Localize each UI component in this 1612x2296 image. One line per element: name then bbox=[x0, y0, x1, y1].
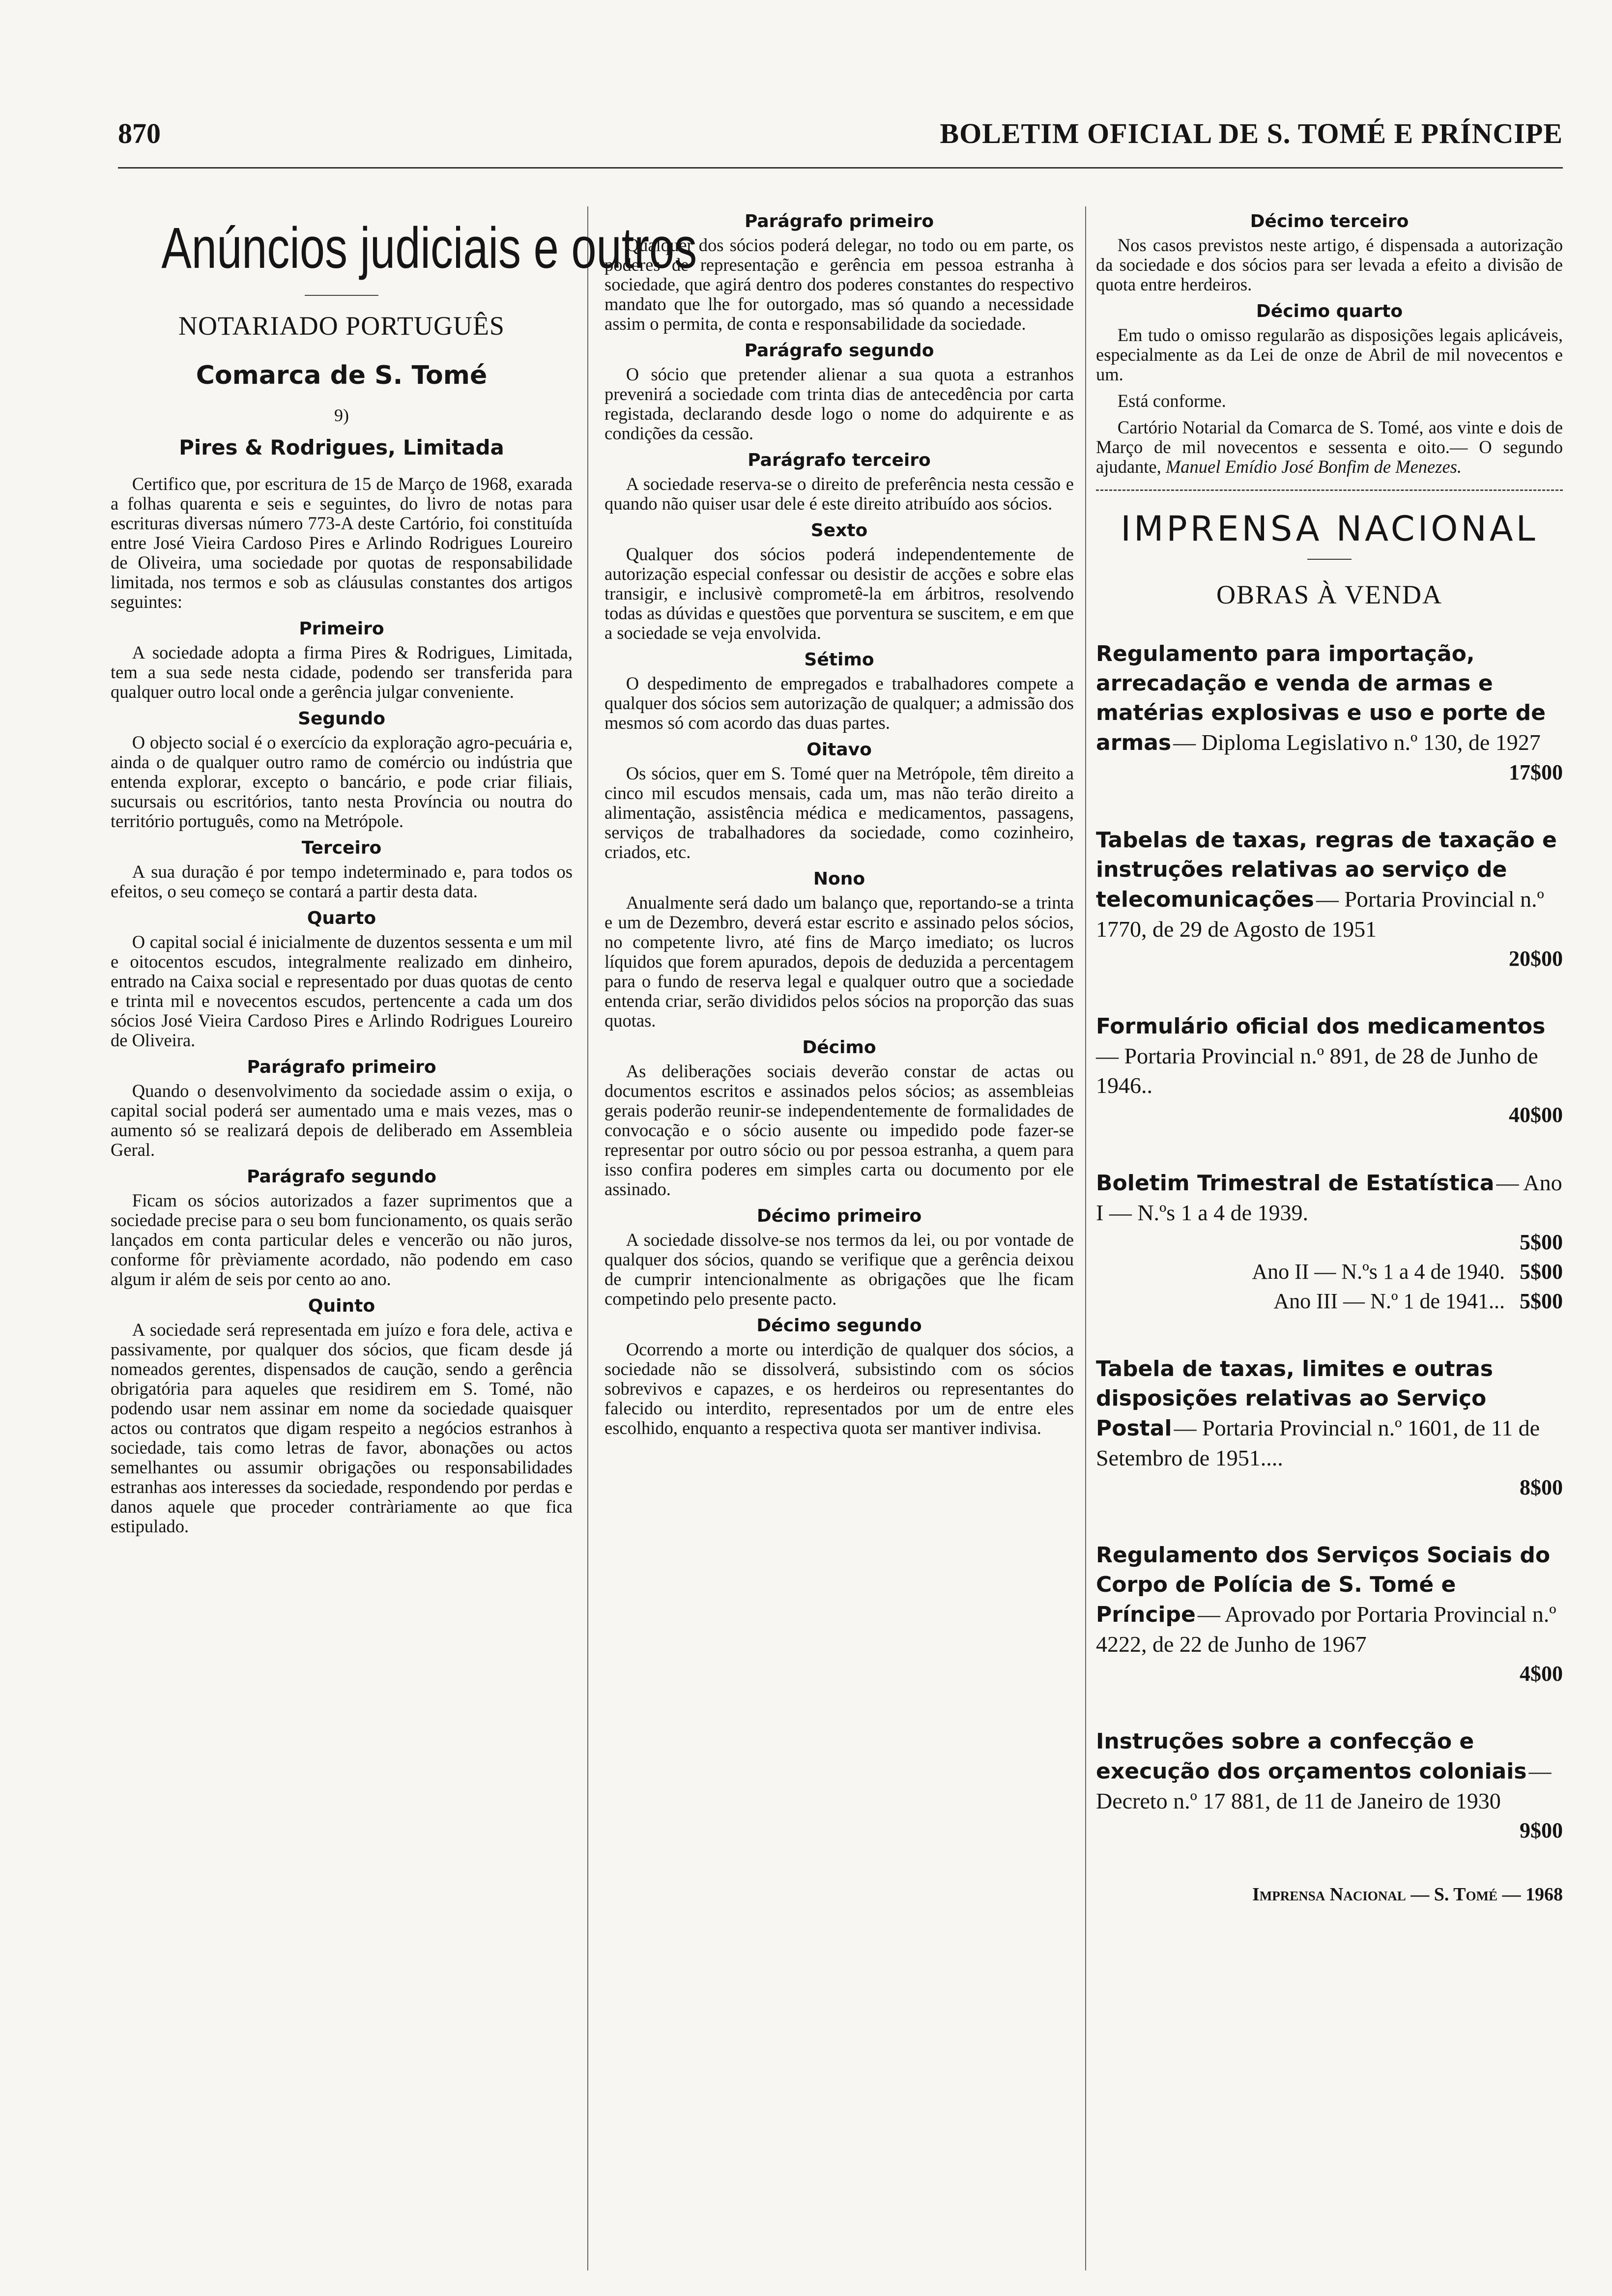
article-heading: Parágrafo segundo bbox=[247, 1167, 436, 1187]
comarca-heading: Comarca de S. Tomé bbox=[196, 361, 488, 390]
article-text: Nos casos previstos neste artigo, é dispensada a autorização da sociedade e dos sócios para ser levada a efeito a divisão de quota entre herdeiros. bbox=[1096, 235, 1563, 294]
article-heading: Parágrafo terceiro bbox=[748, 450, 931, 470]
certification-text: Cartório Notarial da Comarca de S. Tomé, aos vinte e dois de Março de mil novecentos e sessenta e oito.— O segundo ajudante, bbox=[1096, 417, 1563, 477]
price-line bbox=[1096, 1816, 1563, 1845]
publication-title: Instruções sobre a confecção e execução dos orçamentos coloniais bbox=[1096, 1729, 1527, 1784]
price-line bbox=[1096, 1100, 1563, 1130]
publication-title: Regulamento para importação, arrecadação e venda de armas e matérias explosivas e uso e porte de armas bbox=[1096, 641, 1546, 755]
issue-label: Ano II — N.ºs 1 a 4 de 1940. bbox=[1252, 1260, 1505, 1284]
certification bbox=[1096, 418, 1563, 477]
heading-rule bbox=[1307, 559, 1352, 560]
article-heading: Primeiro bbox=[299, 619, 384, 639]
publication-item bbox=[1096, 639, 1563, 787]
article-text: A sociedade será representada em juízo e fora dele, activa e passivamente, por qualquer dos sócios, que ficam desde já nomeados gerentes, dispensados de caução, sendo a gerência obrigatória para aqueles que residirem em S. Tomé, não podendo usar nem assinar em nome da sociedade quaisquer actos ou contratos que digam respeito a negócios estranhos à sociedade, tais como letras de favor, abonações ou actos semelhantes ou assumir obrigações ou responsabilidades estranhas aos interesses da sociedade, respondendo por perdas e danos aquele que proceder contràriamente ao que fica estipulado. bbox=[111, 1320, 573, 1536]
article-text: Ficam os sócios autorizados a fazer suprimentos que a sociedade precise para o seu bom funcionamento, os quais serão lançados em conta particular deles e vencerão ou não juros, conforme fôr prèviamente acordado, não podendo em caso algum ir além de seis por cento ao ano. bbox=[111, 1190, 573, 1289]
publication-item bbox=[1096, 1727, 1563, 1845]
section-rule bbox=[1096, 489, 1563, 491]
price-line bbox=[1096, 1257, 1563, 1287]
publication-reference: — Portaria Provincial n.º 1770, de 29 de Agosto de 1951 bbox=[1096, 887, 1544, 942]
article-text: Os sócios, quer em S. Tomé quer na Metrópole, têm direito a cinco mil escudos mensais, cada um, mas não terão direito a alimentação, assistência médica e medicamentos, passagens, serviços de trabalhadores da sociedade, como cozinheiro, criados, etc. bbox=[604, 763, 1074, 862]
article-heading: Décimo quarto bbox=[1256, 301, 1403, 321]
publication-price: 9$00 bbox=[1520, 1818, 1563, 1842]
bulletin-title: BOLETIM OFICIAL DE S. TOMÉ E PRÍNCIPE bbox=[940, 117, 1563, 149]
article-text: Quando o desenvolvimento da sociedade assim o exija, o capital social poderá ser aumentado uma e mais vezes, mas o aumento só se realizará depois de deliberado em Assembleia Geral. bbox=[111, 1081, 573, 1160]
firm-name: Pires & Rodrigues, Limitada bbox=[179, 435, 504, 459]
article-text: Qualquer dos sócios poderá delegar, no todo ou em parte, os poderes de representação e gerência em pessoa estranha à sociedade, que agirá dentro dos poderes constantes do respectivo mandato que lhe for outorgado, mas só quando a necessidade assim o permita, de conta e responsabilidade da sociedade. bbox=[604, 235, 1074, 334]
imprensa-heading: IMPRENSA NACIONAL bbox=[1121, 509, 1538, 549]
publication-price: 5$00 bbox=[1520, 1230, 1563, 1254]
notary-heading: NOTARIADO PORTUGUÊS bbox=[178, 311, 505, 341]
article-text: A sociedade adopta a firma Pires & Rodrigues, Limitada, tem a sua sede nesta cidade, podendo ser transferida para qualquer outro local onde a gerência julgar conveniente. bbox=[111, 642, 573, 702]
price-line bbox=[1096, 944, 1563, 974]
issue-label: Ano III — N.º 1 de 1941... bbox=[1273, 1289, 1505, 1313]
column-1 bbox=[111, 206, 697, 1543]
obras-heading: OBRAS À VENDA bbox=[1216, 580, 1443, 609]
title-rule bbox=[305, 295, 378, 296]
publication-title: Boletim Trimestral de Estatística bbox=[1096, 1171, 1495, 1196]
printer-footer: Imprensa Nacional — S. Tomé — 1968 bbox=[1252, 1884, 1563, 1905]
publication-reference: — Diploma Legislativo n.º 130, de 1927 bbox=[1173, 730, 1541, 755]
article-text: O objecto social é o exercício da exploração agro-pecuária e, ainda o de qualquer outro ramo de comércio ou indústria que entenda explorar, excepto o bancário, e pode criar filiais, sucursais ou escritórios, tanto nesta Província ou noutra do território português, como na Metrópole. bbox=[111, 732, 573, 831]
article-heading: Segundo bbox=[298, 709, 385, 729]
publications-list bbox=[1096, 639, 1563, 1845]
article-text: A sociedade reserva-se o direito de preferência nesta cessão e quando não quiser usar dele é este direito atribuído aos sócios. bbox=[604, 474, 1074, 514]
article-text: O capital social é inicialmente de duzentos sessenta e um mil e oitocentos escudos, integralmente realizado em dinheiro, entrado na Caixa social e representado por duas quotas de cento e trinta mil e novecentos escudos, pertencente a cada um dos sócios José Vieira Cardoso Pires e Arlindo Rodrigues Loureiro de Oliveira. bbox=[111, 932, 573, 1050]
intro-paragraph: Certifico que, por escritura de 15 de Março de 1968, exarada a folhas quarenta e seis e seguintes, do livro de notas para escrituras diversas número 773-A deste Cartório, foi constituída entre José Vieira Cardoso Pires e Arlindo Rodrigues Loureiro de Oliveira, uma sociedade por quotas de responsabilidade limitada, nos termos e sob as cláusulas constantes dos artigos seguintes: bbox=[111, 474, 573, 612]
article-heading: Quarto bbox=[307, 908, 376, 928]
article-heading: Décimo terceiro bbox=[1250, 211, 1409, 231]
article-text: Qualquer dos sócios poderá independentemente de autorização especial confessar ou desistir de acções e sobre elas transigir, e inclusivè comprometê-la em árbitros, resolvendo todas as dúvidas e questões que porventura se suscitem, e em que a sociedade se veja envolvida. bbox=[604, 544, 1074, 643]
conformity-note: Está conforme. bbox=[1117, 391, 1226, 411]
column-divider bbox=[1085, 206, 1086, 2270]
article-heading: Sétimo bbox=[804, 650, 874, 670]
article-heading: Parágrafo primeiro bbox=[247, 1057, 436, 1077]
publication-title: Regulamento dos Serviços Sociais do Corpo de Polícia de S. Tomé e Príncipe bbox=[1096, 1543, 1551, 1627]
publication-reference: — Ano I — N.ºs 1 a 4 de 1939. bbox=[1096, 1170, 1562, 1225]
page-number: 870 bbox=[118, 117, 161, 149]
article-text: A sua duração é por tempo indeterminado e, para todos os efeitos, o seu começo se contará a partir desta data. bbox=[111, 861, 573, 901]
article-heading: Parágrafo segundo bbox=[744, 341, 934, 361]
page-header bbox=[118, 117, 1563, 156]
article-heading: Oitavo bbox=[806, 740, 872, 760]
article-heading: Quinto bbox=[308, 1296, 375, 1316]
price-line bbox=[1096, 1287, 1563, 1316]
publication-reference: — Portaria Provincial n.º 1601, de 11 de Setembro de 1951.... bbox=[1096, 1415, 1540, 1470]
publication-price: 5$00 bbox=[1520, 1260, 1563, 1284]
article-heading: Terceiro bbox=[301, 838, 382, 858]
article-text: A sociedade dissolve-se nos termos da lei, ou por vontade de qualquer dos sócios, quando se verifique que a gerência deixou de cumprir intencionalmente as obrigações que lhe ficam competindo pelo presente pacto. bbox=[604, 1230, 1074, 1309]
publication-price: 40$00 bbox=[1509, 1103, 1563, 1127]
publication-item bbox=[1096, 826, 1563, 974]
price-line bbox=[1096, 1228, 1563, 1257]
article-text: O despedimento de empregados e trabalhadores compete a qualquer dos sócios sem autorização de qualquer; a admissão dos mesmos só com acordo das duas partes. bbox=[604, 673, 1074, 733]
article-text: Em tudo o omisso regularão as disposições legais aplicáveis, especialmente as da Lei de onze de Abril de mil novecentos e um. bbox=[1096, 325, 1563, 384]
notary-signature: Manuel Emídio José Bonfim de Menezes. bbox=[1165, 457, 1462, 477]
publication-item bbox=[1096, 1354, 1563, 1502]
article-heading: Décimo segundo bbox=[756, 1316, 922, 1336]
article-text: Anualmente será dado um balanço que, reportando-se a trinta e um de Dezembro, deverá estar escrito e assinado pelos sócios, no competente livro, até fins de Março imediato; os lucros líquidos que forem apurados, depois de deduzida a percentagem para o fundo de reserva legal e qualquer outro que a sociedade entenda criar, serão divididos pelos sócios na proporção das suas quotas. bbox=[604, 892, 1074, 1031]
publication-reference: — Portaria Provincial n.º 891, de 28 de Junho de 1946.. bbox=[1096, 1043, 1538, 1098]
publication-price: 5$00 bbox=[1520, 1289, 1563, 1313]
section-title: Anúncios judiciais e outros bbox=[161, 216, 697, 281]
publication-price: 20$00 bbox=[1509, 947, 1563, 971]
article-heading: Décimo bbox=[802, 1037, 876, 1058]
article-heading: Décimo primeiro bbox=[756, 1206, 922, 1226]
publication-title: Tabelas de taxas, regras de taxação e instruções relativas ao serviço de telecomunicações bbox=[1096, 828, 1557, 912]
column-2 bbox=[604, 206, 1074, 1445]
column-divider bbox=[587, 206, 588, 2270]
publication-price: 4$00 bbox=[1520, 1662, 1563, 1686]
price-line bbox=[1096, 758, 1563, 787]
article-heading: Nono bbox=[813, 869, 865, 889]
article-text: O sócio que pretender alienar a sua quota a estranhos prevenirá a sociedade com trinta dias de antecedência por carta registada, declarando desde logo o nome do adquirente e as condições da cessão. bbox=[604, 364, 1074, 443]
publication-reference: — Aprovado por Portaria Provincial n.º 4222, de 22 de Junho de 1967 bbox=[1096, 1602, 1556, 1657]
publication-item bbox=[1096, 1168, 1563, 1316]
price-line bbox=[1096, 1659, 1563, 1689]
publication-item bbox=[1096, 1541, 1563, 1689]
article-heading: Parágrafo primeiro bbox=[744, 211, 934, 231]
price-line bbox=[1096, 1473, 1563, 1502]
column-3 bbox=[1096, 206, 1563, 1905]
publication-price: 17$00 bbox=[1509, 760, 1563, 784]
article-text: As deliberações sociais deverão constar de actas ou documentos escritos e assinados pelos sócios; as assembleias gerais poderão reunir-se independentemente de formalidades de convocação e o sócio ausente ou impedido pode fazer-se representar por outro sócio ou por pessoa estranha, a quem para isso confira poderes em simples carta ou documento por ele assinado. bbox=[604, 1061, 1074, 1199]
article-heading: Sexto bbox=[810, 520, 868, 541]
article-text: Ocorrendo a morte ou interdição de qualquer dos sócios, a sociedade não se dissolverá, subsistindo com os sócios sobrevivos e capazes, e os herdeiros ou representantes do falecido ou interdito, representados por um de entre eles escolhido, enquanto a respectiva quota ser mantiver indivisa. bbox=[604, 1339, 1074, 1438]
publication-reference: — Decreto n.º 17 881, de 11 de Janeiro de 1930 bbox=[1096, 1758, 1552, 1813]
publication-title: Formulário oficial dos medicamentos bbox=[1096, 1014, 1546, 1039]
publication-title: Tabela de taxas, limites e outras disposições relativas ao Serviço Postal bbox=[1096, 1356, 1493, 1441]
header-rule bbox=[118, 167, 1563, 169]
publication-item bbox=[1096, 1012, 1563, 1130]
publication-price: 8$00 bbox=[1520, 1475, 1563, 1499]
announcement-number: 9) bbox=[334, 405, 349, 425]
